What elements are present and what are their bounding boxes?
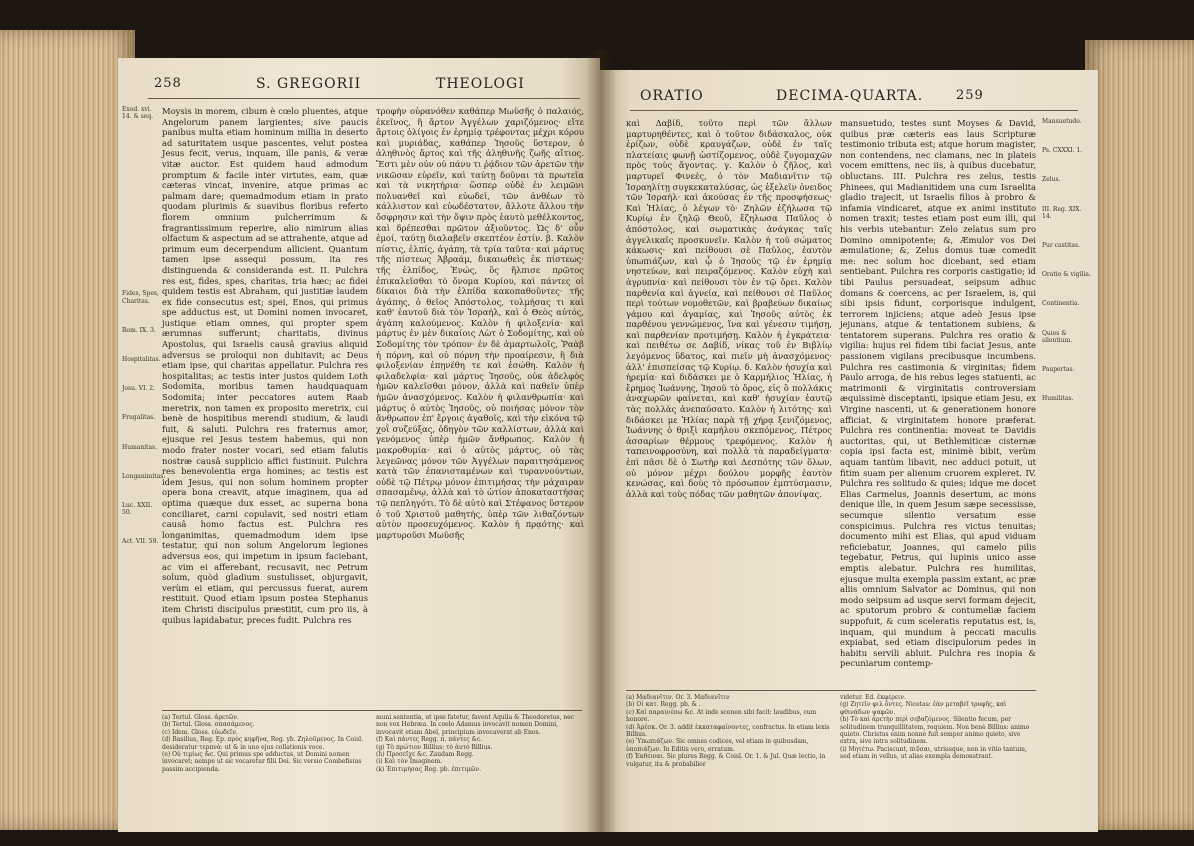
left-page-edges: [0, 30, 135, 830]
margin-note: Zelus.: [1042, 176, 1061, 184]
margin-note: Longanimitas.: [122, 472, 166, 480]
margin-note: III. Reg. XIX. 14.: [1042, 205, 1082, 220]
footnote: (b) Οἱ κατ. Regg. pb. & .: [626, 701, 701, 709]
margin-note: Mansuetudo.: [1042, 118, 1082, 125]
margin-note: Act. VII. 59.: [122, 538, 159, 546]
margin-note: Ps. CXXXI. 1.: [1042, 147, 1083, 155]
footnote: (h) Τὸ καὶ ἀρετὴν περὶ σεβαζόμενος. Silentio fecum, per solitudinem tranquillitatem, requiem. Non benè Billius: animo quieto. Christus enim nonnè fuit semper animo quieto, sive extra, sive intra solitudinem.: [840, 716, 1030, 746]
footnote: (f) Ἐκθειναι. Sic plures Regg. & Coisl. Or. 1. & Jul. Quæ lectio, in vulgatur, ita & probabilior: [626, 753, 826, 768]
left-page-number: 258: [154, 76, 182, 91]
margin-note: Fides, Spes, Charitas.: [122, 290, 159, 305]
left-running-head-title: THEOLOGI: [436, 76, 525, 92]
margin-note: Josu. VI. 2.: [122, 385, 156, 393]
footnote: (c) Idem. Gloss. εὐωδεῖν.: [162, 728, 238, 736]
right-page: [600, 70, 1098, 832]
right-footnotes-col2: [840, 694, 1036, 824]
right-margin-notes: [1042, 118, 1092, 424]
footnote: (e) Οὐ τιμίως &c. Qui primus spe adductus, ut Domini nomen invocaret; nempe ut sic vocaretur filii Dei. Sic versio Combefisius passim accipienda.: [162, 751, 362, 773]
left-footnotes-col1: [162, 714, 368, 824]
right-page-edges: [1085, 40, 1194, 830]
footnote: videtur. Ed. ἐκφέρειν.: [840, 694, 906, 701]
margin-note: Frugalitas.: [122, 414, 156, 422]
footnote: (a) Tertul. Gloss. ἀρετῶν.: [162, 714, 239, 721]
margin-note: Humanitas.: [122, 443, 158, 451]
right-head-rule: [630, 110, 1078, 111]
margin-note: Luc. XXII. 50.: [122, 502, 153, 517]
footnote: (i) Καὶ τὸν Imaginem.: [376, 758, 443, 766]
right-running-head: [600, 88, 1098, 110]
footnote: (g) Ζητεῖν φιλ ὄντες. Nicetas: ἐὰν μεταβεῖ τρυφῆς, καὶ φθινάδων ψαφῶν.: [840, 701, 1007, 716]
left-latin-column: Moysis in morem, cibum è cœlo pluentes, atque Angelorum panem largientes; sive paucis panibus multa etiam hominum millia in deserto ad saturitatem usque pascentes, velut postea Jesus fecit, verus, inquam, ille panis, & veræ vitæ auctor. Est quidem haud admodum promptum & facile inter virtutes, eam, quæ cæteras vincat, invenire, atque primas ac palmam dare; quemadmodum etiam in prato quodam plurimis & suavibus floribus referto florem omnium pulcherrimum & fragrantissimum reperire, alio nimirum alias olfactum & aspectum ad se attrahente, atque ad primum eum decerpendum allicient. Quantum tamen ipse assequi possum, ita res distinguenda & consideranda est. II. Pulchra res est, fides, spes, charitas, tria hæc; ac fidei quidem testis est Abraham, qui justitiæ laudem ex fide consecutus est; spei, Enos, qui primus spe adductus est, ut Domini nomen invocaret, justique etiam omnes, qui propter spem ærumnas sufferunt; charitatis, divinus Apostolus, qui Israelis causâ gravius aliquid adversus se proloqui non dubitavit; ac Deus etiam ipse, qui charitas appellatur. Pulchra res hospitalitas; ac testis inter justos quidem Loth Sodomita, moribus tamen haudquaquam Sodomita; inter peccatores autem Raab meretrix, non tamen ex proposito meretrix, cui benè de hospitibus merendi studium, & laudi fuit, & saluti. Pulchra res fraternus amor, ejusque rei Jesus testem habemus, qui non modo frater noster vocari, sed etiam falutis nostræ causâ supplicio affici fustinuit. Pulchra res benevolentia erga homines; ac testis est idem Jesus, qui non solum hominem propter opera bona creavit, atque imaginem, qua ad optima quæque dux esset, ac superna bona conciliaret, carni copulavit, sed nostri etiam causâ homo factus est. Pulchra res longanimitas, quemadmodum idem ipse testatur, qui non solum Angelorum legiones adversus eos, qui impetum in ipsum faciebant, ac vim ei afferebant, recusavit, nec Petrum solum, quòd gladium sustulisset, objurgavit, verùm ei etiam, qui percussus fuerat, aurem restituit. Quod etiam ipsum postea Stephanus item Christi discipulus præstitit, cum pro iis, à quibus lapidabatur, preces fudit. Pulchra res: [162, 106, 368, 625]
margin-note: Continentia.: [1042, 300, 1080, 308]
left-head-rule: [148, 98, 580, 99]
footnote: (i) Μητέτω. Paciscunt, πιῦσαι, utriusque, non in vitio tantum, sed etiam in vellus, ut alias exempla demonstrant.: [840, 745, 1027, 761]
left-margin-notes: [122, 106, 166, 568]
footnote: (d) Ἀρέσκ. Or. 3. addit ἐκκαταφαίνοντες, confractus. In etiam lexis Billius.: [626, 723, 830, 739]
right-running-head-subtitle: DECIMA-QUARTA.: [776, 88, 924, 104]
footnote: (e) Ὑπωπιάζων. Sic omnes codices, vel etiam in quibusdam, ὑποπιάζων. In Editis vero, erratum.: [626, 738, 809, 753]
footnote: (d) Basilius, Reg. Ep. πρὸς κηφῆνα, Reg. yb. Ζηλοῦμενος. In Coisl. desideratur τερπνὰ: ut & in uno ejus collationis voce.: [162, 736, 363, 751]
footnote: (a) Μαδιανῖτιν. Or. 3. Μαδιανῖτιν: [626, 694, 730, 701]
right-page-number: 259: [956, 88, 984, 103]
footnote: muni sententia, ut ipse fatetur, favent Aquila & Theodoretus, nec non vox Hebræa. In coelo Adamus invocavit nomen Domini, invocavit etiam Abel, principium invocaverat ab Enos.: [376, 714, 575, 736]
footnote: (h) Προσεῖχε &c. Zaudam Regg.: [376, 751, 474, 759]
margin-note: Humilitas.: [1042, 395, 1074, 403]
right-latin-column: mansuetudo, testes sunt Moyses & David, quibus præ cæteris eas laus Scripturæ testimonio tributa est; atque horum magister, non contendens, nec clamans, nec in plateis vocem emittens, nec iis, à quibus ducebatur, obluctans. III. Pulchra res zelus, testis Phinees, qui Madianitidem una cum Israelita gladio trajecit, ut Israelis filios à probro & infamia vindicaret, atque ex animi instituto nomen traxit; testes etiam post eum illi, qui his verbis utebantur: Zelo zelatus sum pro Domino omnipotente; &, Æmulor vos Dei æmulatione; &, Zelus domus tuæ comedit me: nec solum hoc dicebant, sed etiam sentiebant. Pulchra res corporis castigatio; id tibi Paulus persuadeat, seipsum adhuc domans & coercens, ac per Israelem, is, qui sibi ipsis fidunt, corporisque indulgent, terrorem injiciens; atque adeò Jesus ipse jejunans, atque & tentationem subiens, & tentatorem superans. Pulchra res oratio & vigilia: hujus rei fidem tibi faciat Jesus, ante passionem vigilans precibusque incumbens. Pulchra res castimonia & virginitas; fidem Paulo arroga, de his rebus leges statuenti, ac matrimonii & virginitatis controversiam æquissimè disceptanti, ipsique etiam Jesu, ex Virgine nascenti, ut & generationem honore afficiat, & virginitatem honore præferat. Pulchra res continentia: moveat te Davidis auctoritas, qui, ut Bethlemiticæ cisternæ copia ipsi facta est, minimè bibit, verùm aquam tantùm libavit, nec adduci potuit, ut fitim suam per alienum cruorem expleret. IV. Pulchra res solitudo & quies; idque me docet Elias Carmelus, Joannis desertum, ac mons denique ille, in quem Jesum sæpe secessisse, secumque silentio versatum esse conspicimus. Pulchra res victus tenuitas; documento mihi est Elias, qui apud viduam reficiebatur, Joannes, qui camelo pilis tegebatur, Petrus, qui lupinis unico asse emptis alebatur. Pulchra res humilitas, ejusque multa exempla passim extant, ac præ aliis omnium Salvator ac Dominus, qui non modo seipsum ad usque servi formam dejecit, ac sputorum probro & contumeliæ faciem suppofuit, & cum sceleratis reputatus est, is, inquam, qui mundum à peccati maculis expiabat, sed etiam discipulorum pedes in habitu servili abluit. Pulchra res inopia & pecuniarum contemp-: [840, 118, 1036, 669]
right-running-head-title: ORATIO: [640, 88, 704, 104]
right-footnotes-col1: [626, 694, 832, 824]
margin-note: Exod. xvi. 14. & seq.: [122, 106, 154, 121]
left-greek-column: τροφὴν οὐρανόθεν καθάπερ Μωϋσῆς ὁ παλαιός, ἐκεῖνος, ἢ ἄρτον Ἀγγέλων χαριζόμενος· εἴτε ἄρτοις ὀλίγοις ἐν ἐρημίᾳ τρέφοντας μέχρι κόρου καὶ μυριάδας, καθάπερ Ἰησοῦς ὕστερον, ὁ ἀληθινὸς ἄρτος καὶ τῆς ἀληθινῆς ζωῆς αἴτιος. Ἔστι μὲν οὐν οὐ πάνυ τι ῥᾴδιον τῶν ἀρετῶν τὴν νικῶσαν εὑρεῖν, καὶ ταύτῃ δοῦναι τὰ πρωτεῖα καὶ τὰ νικητήρια· ὥσπερ οὐδὲ ἐν λειμῶνι πολυανθεῖ καὶ εὐωδεῖ, τῶν ἀνθέων τὸ κάλλιστον καὶ εὐωδέστατον, ἄλλοτε ἄλλου τὴν ὄσφρησιν καὶ τὴν ὄψιν πρὸς ἑαυτὸ μεθέλκοντος, καὶ δρέπεσθαι πρῶτον ἀξιοῦντος. Ὡς δ' οὖν ἐμοί, ταύτῃ διαλαβεῖν σκεπτέον ἐστίν. β. Καλὸν πίστις, ἐλπίς, ἀγάπη, τὰ τρία ταῦτα· καὶ μάρτυς τῆς πίστεως Ἀβραάμ, δικαιωθεὶς ἐκ πίστεως· τῆς ἐλπίδος, Ἐνώς, ὃς ἤλπισε πρῶτος ἐπικαλεῖσθαι τὸ ὄνομα Κυρίου, καὶ πάντες οἱ δίκαιοι διὰ τὴν ἐλπίδα κακοπαθοῦντες· τῆς ἀγάπης, ὁ θεῖος Ἀπόστολος, τολμήσας τι καὶ καθ' ἑαυτοῦ διὰ τὸν Ἰσραήλ, καὶ ὁ Θεὸς αὐτός, ἀγάπη καλούμενος. Καλὸν ἡ φιλοξενία· καὶ μάρτυς ἐν μὲν δικαίοις Λὼτ ὁ Σοδομίτης, καὶ οὐ Σοδομίτης τὸν τρόπον· ἐν δὲ ἁμαρτωλοῖς, Ῥαὰβ ἡ πόρνη, καὶ οὐ πόρνη τὴν προαίρεσιν, ἣ διὰ φιλοξενίαν ἐπῃνέθη τε καὶ ἐσώθη. Καλὸν ἡ φιλαδελφία· καὶ μάρτυς Ἰησοῦς, οὐκ ἀδελφὸς ἡμῶν καλεῖσθαι μόνον, ἀλλὰ καὶ παθεῖν ὑπὲρ ἡμῶν ἀνασχόμενος. Καλὸν ἡ φιλανθρωπία· καὶ μάρτυς ὁ αὐτὸς Ἰησοῦς, οὐ ποιήσας μόνον τὸν ἄνθρωπον ἐπ' ἔργοις ἀγαθοῖς, καὶ τὴν εἰκόνα τῷ χοῒ συζεύξας, ὁδηγὸν τῶν καλλίστων, ἀλλὰ καὶ γενόμενος ὑπὲρ ἡμῶν ἄνθρωπος. Καλὸν ἡ μακροθυμία· καὶ ὁ αὐτὸς μάρτυς, οὐ τὰς λεγεῶνας μόνον τῶν Ἀγγέλων παραιτησάμενος κατὰ τῶν ἐπανισταμένων καὶ τυραννούντων, οὐδὲ τῷ Πέτρῳ μόνον ἐπιτιμήσας τὴν μάχαιραν σπασαμένῳ, ἀλλὰ καὶ τὸ ὠτίον ἀποκαταστήσας τῷ πεπληγότι. Τὸ δὲ αὐτὸ καὶ Στέφανος ὕστερον ὁ τοῦ Χριστοῦ μαθητής, ὑπὲρ τῶν λιθαζόντων αὐτὸν προσευχόμενος. Καλὸν ἡ πρᾳότης· καὶ μαρτυροῦσι Μωϋσῆς: [376, 106, 584, 540]
footnote: (g) Τὸ πρώτιον Billius: τὸ ἀυτὸ Billius.: [376, 743, 493, 751]
left-footnotes-col2: [376, 714, 584, 824]
margin-note: Rom. IX. 3.: [122, 326, 156, 334]
margin-note: Hospitalitas.: [122, 356, 161, 364]
margin-note: Quies & silentium.: [1042, 329, 1073, 344]
right-greek-column: καὶ Δαβίδ, τοῦτο περὶ τῶν ἄλλων μαρτυρηθέντες, καὶ ὁ τοῦτον διδάσκαλος, οὐκ ἐρίζων, οὐδὲ κραυγάζων, οὐδὲ ἐν ταῖς πλατείαις φωνῇ ὠστίζομενος, οὐδὲ ζυγομαχῶν πρὸς τοὺς ἄγοντας. γ. Καλὸν ὁ ζῆλος, καὶ μαρτυρεῖ Φινεές, ὁ τὸν Μαδιανῖτιν τῷ Ἰσραηλίτῃ συγκεκαταλύσας, ὡς ἐξελεῖν ὀνειδος τῶν Ἰσραήλ· καὶ ἀκούσας ἐν τῆς προσφήσεως· Καὶ Ἠλίας, ὁ λέγων τὸ· Ζηλῶν ἐζήλωσα τῷ Κυρίῳ ἐν ζηλῷ Θεοῦ, ἔζηλωσα Παῦλος ὁ ἀπόστολος, καὶ σωματικὰς ἀνάγκας ταῖς ἀγγελικαῖς προσκυνεῖν. Καλὸν ἡ τοῦ σώματος κάκωσις· καὶ πείθουσι σὲ Παῦλος, ἑαυτὸν ὑπωπιάζων, καὶ ᾧ ὁ Ἰησοῦς τῷ ἐν ἐρημίᾳ νηστεύων, καὶ πειραζόμενος. Καλὸν εὐχὴ καὶ ἀγρυπνία· καὶ πείθουσι τὸν ἐν τῷ ὄρει. Καλὸν παρθενία καὶ ἁγνεία, καὶ πείθουσι σὲ Παῦλος περὶ τούτων νομοθετῶν, καὶ βραβεύων δικαίως γάμου καὶ ἀγαμίας, καὶ Ἰησοῦς αὐτὸς ἐκ παρθένου γεννώμενος, ἵνα καὶ γένεσιν τιμήσῃ, καὶ παρθενίαν προτιμήσῃ. Καλὸν ἡ ἐγκράτεια· καὶ πειθέτω σε Δαβίδ, νίκας τοῦ ἐν Βιβλίῳ λεγόμενος ὕδατος, καὶ πιεῖν μὴ ἀνασχόμενος· ἀλλ' ἐπισπείσας τῷ Κυρίῳ. δ. Καλὸν ἡσυχία καὶ ἡρεμία· καὶ διδάσκει με ὁ Καρμήλιος Ἠλίας, ἡ ἔρημος Ἰωάννης, Ἰησοῦ τὸ ὄρος, εἰς ὃ πολλάκις ἀναχωρῶν φαίνεται, καὶ καθ' ἡσυχίαν ἑαυτῷ τὰς πολλὰς ἀνεπαύσατο. Καλὸν ἡ λιτότης· καὶ διδάσκει με Ἠλίας παρὰ τῇ χήρᾳ ξενιζόμενος, Ἰωάννης ὁ θριξὶ καμήλου σκεπόμενος, Πέτρος ἀσσαρίων θέρμους τρεφόμενος. Καλὸν ἡ ταπεινοφροσύνη, καὶ πολλὰ τὰ παραδείγματα· ἐπὶ πᾶσι δὲ ὁ Σωτὴρ καὶ Δεσπότης τῶν ὅλων, οὐ μόνον μέχρι δούλου μορφῆς ἑαυτὸν κενώσας, καὶ δοὺς τὸ πρόσωπον ἐμπτύσμασιν, ἀλλὰ καὶ τοὺς πόδας τῶν μαθητῶν ἀπονίψας.: [626, 118, 832, 499]
footnote: (b) Tertul. Gloss. σπασάμενος.: [162, 721, 255, 729]
footnote: (k) Ἐπιτιμήσας Reg. pb. ἐπιτιμῶν.: [376, 765, 481, 773]
left-page: [118, 58, 600, 832]
left-footnote-rule: [162, 710, 582, 711]
book-gutter: [586, 50, 616, 832]
right-footnote-rule: [626, 690, 1036, 691]
footnote: (c) Καὶ παραινέσω &c. At inde scenen sibi facit: laudibus, cum honore.: [626, 708, 817, 724]
left-running-head: [118, 76, 600, 98]
footnote: (f) Καὶ πάντες Regg. π. πάντες &c.: [376, 736, 483, 744]
margin-note: Oratio & vigilia.: [1042, 271, 1091, 279]
margin-note: Paupertas.: [1042, 366, 1075, 374]
left-running-head-author: S. GREGORII: [256, 76, 362, 92]
margin-note: Pur castitas.: [1042, 242, 1080, 250]
